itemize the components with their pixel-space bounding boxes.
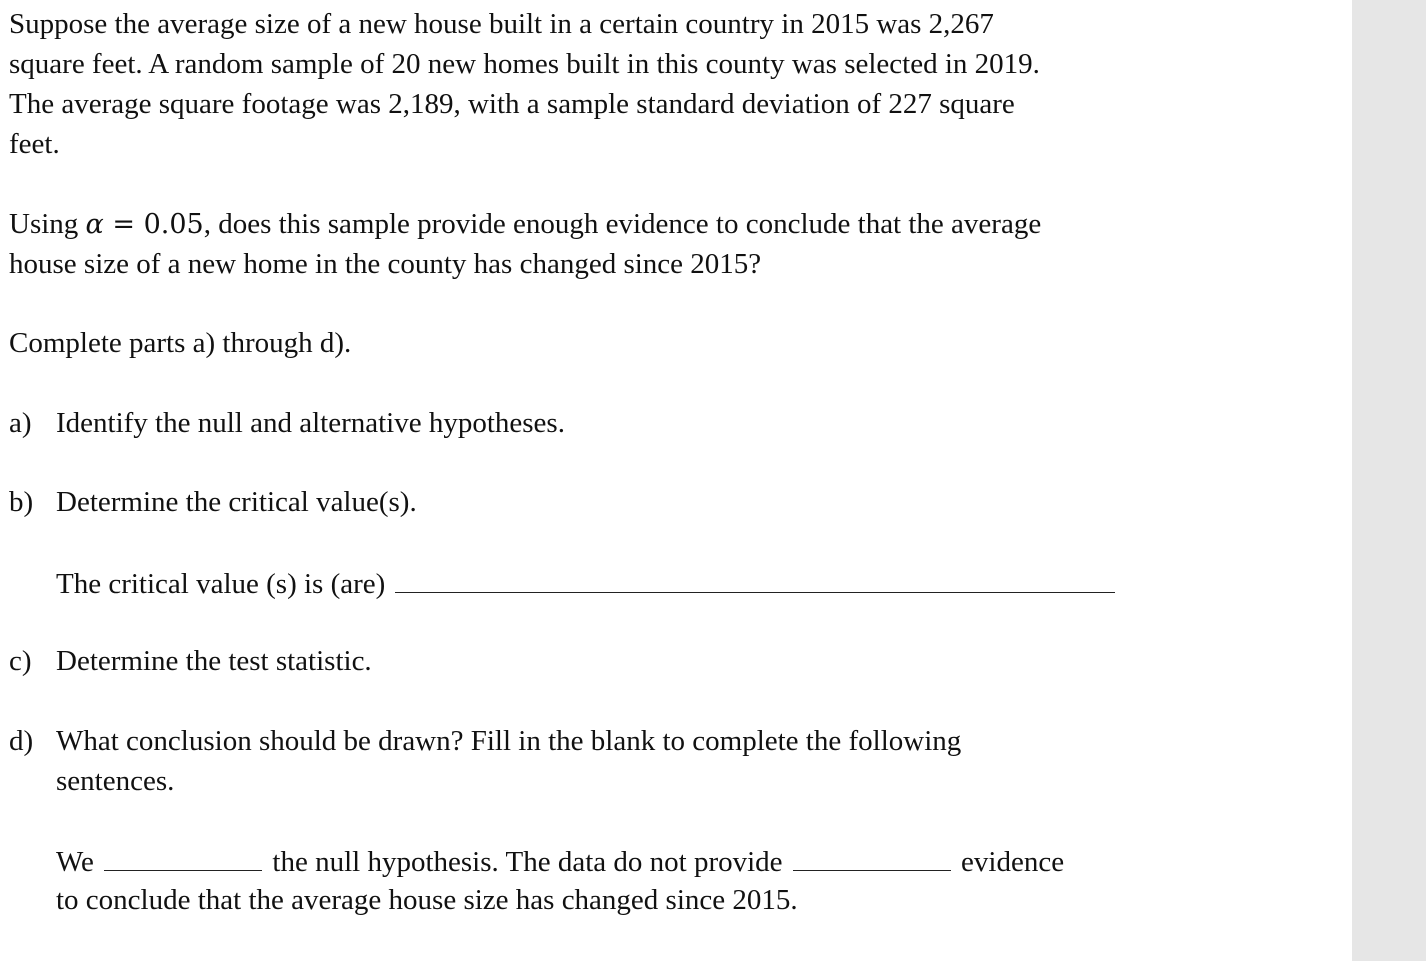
decision-blank[interactable] [104, 840, 262, 871]
part-a-marker: a) [9, 407, 32, 439]
evidence-strength-blank[interactable] [793, 840, 951, 871]
intro-line-2: square feet. A random sample of 20 new homes built in this county was selected in 2019. [9, 48, 1040, 80]
part-c-marker: c) [9, 645, 32, 677]
equals-sign: = [103, 209, 144, 240]
intro-line-1: Suppose the average size of a new house built in a certain country in 2015 was 2,267 [9, 8, 994, 40]
part-b-text: Determine the critical value(s). [56, 486, 417, 518]
instruction-text: Complete parts a) through d). [9, 327, 352, 359]
question-prefix: Using [9, 208, 86, 240]
part-d-text-line-1: What conclusion should be drawn? Fill in the blank to complete the following [56, 725, 962, 757]
sentence-we: We [56, 846, 94, 878]
alpha-value: 0.05 [143, 209, 204, 240]
critical-value-line [56, 562, 1115, 604]
critical-value-blank[interactable] [395, 562, 1115, 593]
sentence-mid: the null hypothesis. The data do not provide [272, 846, 783, 878]
alpha-symbol: α [85, 209, 104, 240]
conclusion-sentence-line-2: to conclude that the average house size has changed since 2015. [56, 884, 798, 916]
question-rest: , does this sample provide enough evidence to conclude that the average [203, 208, 1042, 240]
critical-value-prompt: The critical value (s) is (are) [56, 568, 386, 600]
sentence-end: evidence [961, 846, 1065, 878]
part-d-marker: d) [9, 725, 34, 757]
question-line-2: house size of a new home in the county has changed since 2015? [9, 248, 762, 280]
intro-line-4: feet. [9, 128, 60, 160]
part-d-text-line-2: sentences. [56, 765, 175, 797]
right-gutter [1352, 0, 1426, 961]
question-line-1 [9, 204, 1041, 245]
conclusion-sentence-line-1 [56, 840, 1064, 882]
part-c-text: Determine the test statistic. [56, 645, 372, 677]
intro-line-3: The average square footage was 2,189, with a sample standard deviation of 227 square [9, 88, 1015, 120]
part-a-text: Identify the null and alternative hypotheses. [56, 407, 565, 439]
part-b-marker: b) [9, 486, 34, 518]
